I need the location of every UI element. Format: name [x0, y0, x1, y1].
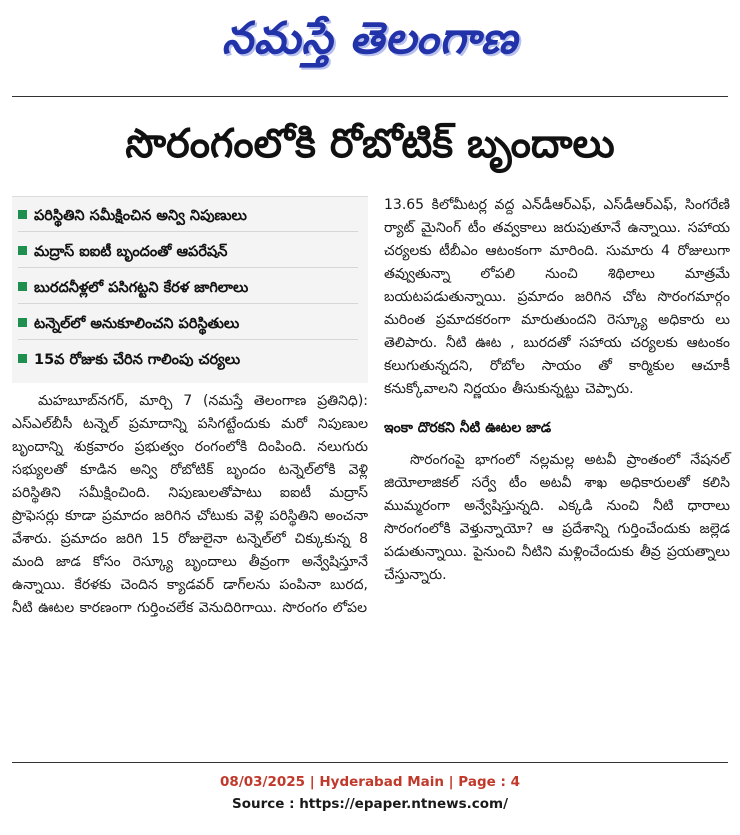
- square-bullet-icon: [18, 246, 27, 255]
- footer-rule: [12, 762, 728, 763]
- article-subheading: ఇంకా దొరకని నీటి ఊటల జాడ: [384, 420, 552, 436]
- highlight-text: టన్నెల్‌లో అనుకూలించని పరిస్థితులు: [34, 316, 240, 332]
- highlight-item: [18, 309, 358, 340]
- article-paragraph: 13.65 కిలోమీటర్ల వద్ద ఎన్‌డీఆర్‌ఎఫ్, ఎస్‌డీఆర్‌ఎఫ్, సింగరేణి ర్యాట్ మైనింగ్ టీం తవ్వకాలు జరుపుతూనే ఉన్నాయి. సహాయ చర్యలకు టీబీఎం ఆటంకంగా మారింది. సుమారు 4 రోజులుగా తవ్వుతున్నా లోపలి నుంచి శిథిలాలు మాత్రమే బయటపడుతున్నాయి. ప్రమాదం జరిగిన చోట సొరంగమార్గం మరింత ప్రమాదకరంగా మారుతుందని రెస్క్యూ అధికారు లు తెలిపారు. నీటి ఊట , బురదతో సహాయ చర్యలకు ఆటంకం కలుగుతున్నదని, రోబోల సాయం తో కార్మికుల ఆచూకీ కనుక్కోవాలని నిర్ణయం తీసుకున్నట్టు చెప్పారు.: [384, 197, 730, 397]
- article-column-left: [12, 390, 368, 620]
- highlight-text: బురదనీళ్లలో పసిగట్టని కేరళ జాగిలాలు: [34, 280, 249, 296]
- highlight-item: [18, 201, 358, 232]
- highlight-item: [18, 237, 358, 268]
- highlight-text: 15వ రోజుకు చేరిన గాలింపు చర్యలు: [34, 352, 241, 368]
- highlight-item: [18, 273, 358, 304]
- masthead-logo: నమస్తే తెలంగాణ: [221, 13, 519, 64]
- highlight-item: [18, 345, 358, 375]
- highlights-box: [12, 196, 368, 383]
- highlight-text: పరిస్థితిని సమీక్షించిన అన్వి నిపుణులు: [34, 208, 247, 224]
- footer-edition-text: 08/03/2025 | Hyderabad Main | Page : 4: [220, 774, 520, 790]
- footer-edition-info: [0, 774, 740, 790]
- square-bullet-icon: [18, 282, 27, 291]
- article-paragraph: సొరంగంపై భాగంలో నల్లమల్ల అటవీ ప్రాంతంలో నేషనల్ జియోలాజికల్ సర్వే టీం అటవీ శాఖ అధికారులతో కలిసి ముమ్మరంగా అన్వేషిస్తున్నది. ఎక్కడి నుంచి నీటి ధారాలు సొరంగంలోకి వెళ్తున్నాయో? ఆ ప్రదేశాన్ని గుర్తించేందుకు జల్లెడ పడుతున్నాయి. పైనుంచి నీటిని మళ్లించేందుకు తీవ్ర ప్రయత్నాలు చేస్తున్నారు.: [384, 452, 730, 583]
- footer-source: [0, 796, 740, 812]
- masthead-rule: [12, 96, 728, 97]
- article-headline: సొరంగంలోకి రోబోటిక్ బృందాలు: [125, 121, 615, 167]
- square-bullet-icon: [18, 210, 27, 219]
- footer-source-text[interactable]: Source : https://epaper.ntnews.com/: [231, 796, 509, 812]
- article-paragraph: మహబూబ్‌నగర్, మార్చి 7 (నమస్తే తెలంగాణ ప్రతినిధి): ఎస్ఎల్‌బీసీ టన్నెల్ ప్రమాదాన్ని పసిగట్టేందుకు మరో నిపుణుల బృందాన్ని శుక్రవారం ప్రభుత్వం రంగంలోకి దింపింది. నలుగురు సభ్యులతో కూడిన అన్వి రోబోటిక్ బృందం టన్నెల్‌లోకి వెళ్లి పరిస్థితిని సమీక్షించింది. నిపుణులతోపాటు ఐఐటీ మద్రాస్ ప్రొఫెసర్లు కూడా ప్రమాదం జరిగిన చోటుకు వెళ్లి పరిస్థితిని అంచనా వేశారు. ప్రమాదం జరిగి 15 రోజులైనా టన్నెల్‌లో చిక్కుకున్న 8 మంది జాడ కోసం రెస్క్యూ బృందాలు తీవ్రంగా అన్వేషిస్తూనే ఉన్నాయి. కేరళకు చెందిన క్యాడవర్ డాగ్‌లను పంపినా బురద, నీటి ఊటల కారణంగా గుర్తించలేక వెనుదిరిగాయి. సొరంగం లోపల: [12, 393, 368, 616]
- square-bullet-icon: [18, 318, 27, 327]
- article-column-right: [384, 194, 730, 587]
- square-bullet-icon: [18, 354, 27, 363]
- highlight-text: మద్రాస్ ఐఐటీ బృందంతో ఆపరేషన్: [34, 244, 228, 260]
